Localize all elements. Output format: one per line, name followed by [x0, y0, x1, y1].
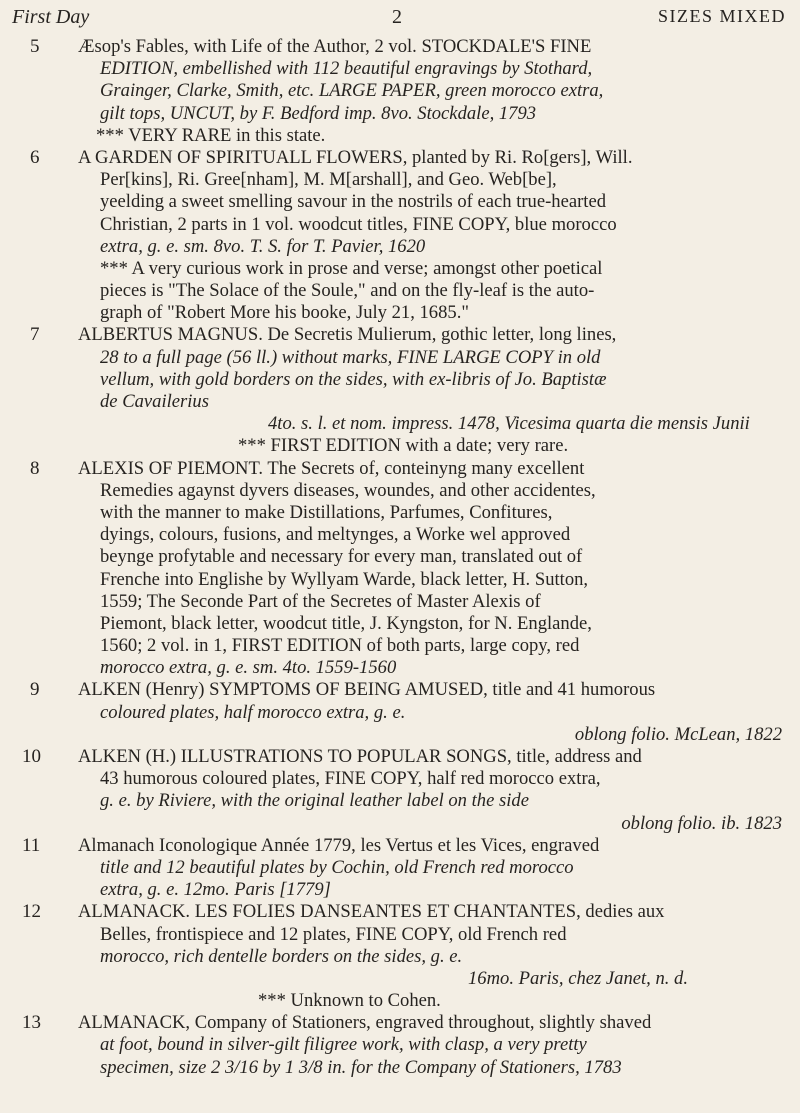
entry-line: beynge profytable and necessary for every man, translated out of [100, 546, 583, 568]
entry-line: 16mo. Paris, chez Janet, n. d. [468, 967, 688, 989]
lot-number: 13 [22, 1012, 41, 1034]
entry-note: *** FIRST EDITION with a date; very rare. [238, 435, 569, 457]
entry-line: Christian, 2 parts in 1 vol. woodcut titles, FINE COPY, blue morocco [100, 213, 617, 235]
entry-line: graph of "Robert More his booke, July 21, 1685." [100, 302, 469, 324]
entry-line: ALKEN (Henry) SYMPTOMS OF BEING AMUSED, title and 41 humorous [78, 679, 656, 701]
entry-line: A GARDEN OF SPIRITUALL FLOWERS, planted by Ri. Ro[gers], Will. [78, 146, 633, 168]
lot-entry [0, 901, 800, 1012]
lot-entry [0, 147, 800, 325]
entry-line: EDITION, embellished with 112 beautiful engravings by Stothard, [100, 58, 593, 80]
entry-line: gilt tops, UNCUT, by F. Bedford imp. 8vo. Stockdale, 1793 [100, 102, 537, 124]
lot-number: 11 [22, 834, 41, 856]
entry-line: Æsop's Fables, with Life of the Author, 2 vol. STOCKDALE'S FINE [78, 36, 592, 57]
entry-line: 1560; 2 vol. in 1, FIRST EDITION of both parts, large copy, red [100, 635, 580, 657]
lot-number: 10 [22, 746, 41, 767]
entry-line: specimen, size 2 3/16 by 1 3/8 in. for the Company of Stationers, 1783 [100, 1056, 622, 1078]
entry-line: g. e. by Riviere, with the original leather label on the side [100, 790, 529, 812]
lot-entry [0, 679, 800, 746]
lot-entry [0, 458, 800, 680]
entry-line: ALBERTUS MAGNUS. De Secretis Mulierum, gothic letter, long lines, [78, 324, 617, 346]
entry-note: *** A very curious work in prose and verse; amongst other poetical [100, 257, 603, 279]
entry-line: 43 humorous coloured plates, FINE COPY, half red morocco extra, [100, 768, 601, 790]
entry-line: pieces is "The Solace of the Soule," and on the fly-leaf is the auto- [100, 280, 595, 302]
entry-line: oblong folio. ib. 1823 [621, 812, 782, 834]
lot-entry [0, 324, 800, 457]
lot-number: 8 [30, 457, 40, 479]
entry-line: Almanach Iconologique Année 1779, les Vertus et les Vices, engraved [78, 834, 600, 856]
lot-number: 5 [30, 36, 40, 57]
page-header [0, 6, 800, 34]
entry-line: Per[kins], Ri. Gree[nham], M. M[arshall], and Geo. Web[be], [100, 169, 557, 191]
lot-number: 7 [30, 324, 40, 346]
entry-line: extra, g. e. sm. 8vo. T. S. for T. Pavier, 1620 [100, 235, 426, 257]
entry-line: morocco extra, g. e. sm. 4to. 1559-1560 [100, 657, 397, 679]
lot-list [0, 36, 800, 1079]
entry-note: *** VERY RARE in this state. [96, 124, 326, 146]
entry-line: Piemont, black letter, woodcut title, J. Kyngston, for N. Englande, [100, 612, 592, 634]
entry-line: title and 12 beautiful plates by Cochin, old French red morocco [100, 856, 574, 878]
entry-line: ALKEN (H.) ILLUSTRATIONS TO POPULAR SONGS, title, address and [78, 746, 642, 767]
entry-line: morocco, rich dentelle borders on the sides, g. e. [100, 945, 463, 967]
entry-line: Remedies agaynst dyvers diseases, woundes, and other accidentes, [100, 479, 596, 501]
entry-line: coloured plates, half morocco extra, g. e. [100, 701, 406, 723]
page-number: 2 [392, 6, 402, 28]
entry-line: ALMANACK. LES FOLIES DANSEANTES ET CHANTANTES, dedies aux [78, 901, 665, 923]
lot-entry [0, 1012, 800, 1079]
entry-line: 1559; The Seconde Part of the Secretes of Master Alexis of [100, 590, 541, 612]
entry-note: *** Unknown to Cohen. [258, 990, 441, 1012]
lot-entry [0, 36, 800, 147]
lot-entry [0, 746, 800, 835]
header-section: SIZES MIXED [658, 6, 786, 26]
entry-line: with the manner to make Distillations, Parfumes, Confitures, [100, 501, 553, 523]
entry-line: at foot, bound in silver-gilt filigree work, with clasp, a very pretty [100, 1034, 587, 1056]
entry-line: oblong folio. McLean, 1822 [574, 723, 782, 745]
lot-number: 12 [22, 901, 41, 923]
entry-line: ALEXIS OF PIEMONT. The Secrets of, conteinyng many excellent [78, 457, 585, 479]
lot-entry [0, 835, 800, 902]
entry-line: de Cavailerius [100, 391, 209, 412]
entry-line: yeelding a sweet smelling savour in the nostrils of each true-hearted [100, 191, 606, 213]
entry-line: Grainger, Clarke, Smith, etc. LARGE PAPER, green morocco extra, [100, 80, 604, 102]
entry-line: dyings, colours, fusions, and meltynges, a Worke wel approved [100, 524, 571, 546]
entry-line: Belles, frontispiece and 12 plates, FINE COPY, old French red [100, 923, 567, 945]
entry-line: extra, g. e. 12mo. Paris [1779] [100, 879, 331, 901]
entry-line: 28 to a full page (56 ll.) without marks, FINE LARGE COPY in old [100, 346, 601, 368]
entry-line: Frenche into Englishe by Wyllyam Warde, black letter, H. Sutton, [100, 568, 589, 590]
header-day: First Day [12, 6, 90, 28]
lot-number: 6 [30, 146, 40, 168]
lot-number: 9 [30, 679, 40, 701]
entry-line: vellum, with gold borders on the sides, with ex-libris of Jo. Baptistæ [100, 368, 607, 390]
entry-line: 4to. s. l. et nom. impress. 1478, Vicesima quarta die mensis Junii [268, 413, 750, 435]
entry-line: ALMANACK, Company of Stationers, engraved throughout, slightly shaved [78, 1012, 652, 1034]
